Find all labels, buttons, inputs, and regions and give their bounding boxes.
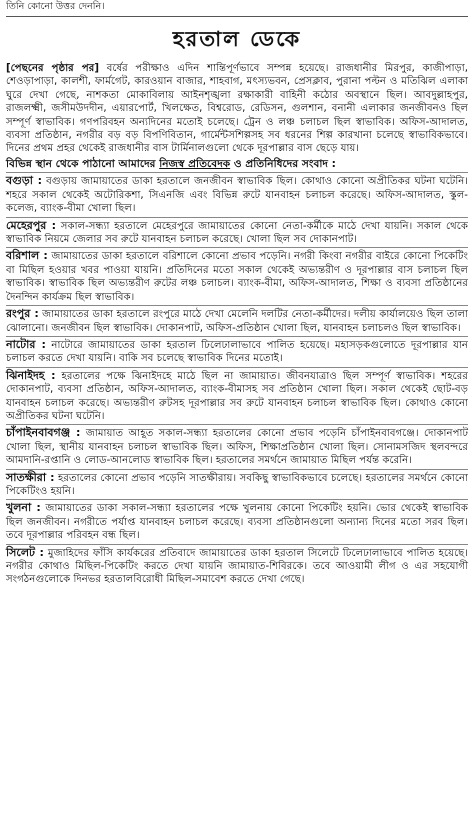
- reporters-emph: নিজস্ব প্রতিবেদক: [159, 157, 231, 170]
- region-text: বগুড়ায় জামায়াতের ডাকা হরতালে জনজীবন স্বাভাবিক ছিল। কোথাও কোনো অপ্রীতিকর ঘটনা ঘটেনি। শহরে সকাল থেকেই অটোরিকশা, সিএনজি এবং বিভিন্ন রুটে যানবাহন চলাচল করেছে। অফিস-আদালত, স্কুল-কলেজ, ব্যাংক-বীমা খোলা ছিল।: [6, 176, 468, 215]
- reporters-after: ও প্রতিনিধিদের সংবাদ :: [230, 157, 336, 170]
- region-name: নাটোর :: [6, 337, 46, 351]
- region-name: ঝিনাইদহ :: [6, 368, 56, 382]
- region-name: চাঁপাইনবাবগঞ্জ :: [6, 426, 81, 440]
- region-sylhet: [6, 544, 468, 587]
- region-text: জামায়াতের ডাকা হরতালে রংপুরে মাঠে দেখা মেলেনি দলটির নেতা-কর্মীদের। দলীয় কার্যালয়েও ছিল তালা ঝোলানো। জনজীবন ছিল স্বাভাবিক। দোকানপাট, অফিস-প্রতিষ্ঠান খোলা ছিল, যানবাহন চলাচলও ছিল স্বাভাবিক।: [6, 309, 468, 334]
- region-name: খুলনা :: [6, 501, 41, 515]
- region-text: সকাল-সন্ধ্যা হরতালে মেহেরপুরে জামায়াতের কোনো নেতা-কর্মীকে মাঠে দেখা যায়নি। সকাল থেকে স্বাভাবিক নিয়মে জেলার সব রুটে যানবাহন চলাচল করেছে। খোলা ছিল সব দোকানপাট।: [6, 220, 468, 246]
- region-text: জামায়াত আহূত সকাল-সন্ধ্যা হরতালের কোনো প্রভাব পড়েনি চাঁপাইনবাবগঞ্জে। দোকানপাট খোলা ছিল, স্থানীয় যানবাহন চলাচল স্বাভাবিক ছিল। অফিস, শিক্ষাপ্রতিষ্ঠান খোলা ছিল। সোনামসজিদ স্থলবন্দরে আমদানি-রপ্তানি ও লোড-আনলোড স্বাভাবিক ছিল। হরতালের সমর্থনে জামায়াত মিছিল পর্যন্ত করেনি।: [6, 428, 469, 467]
- region-name: বরিশাল :: [6, 249, 48, 263]
- region-text: হরতালের পক্ষে ঝিনাইদহে মাঠে ছিল না জামায়াত। জীবনযাত্রাও ছিল সম্পূর্ণ স্বাভাবিক। শহরের দোকানপাট, ব্যবসা প্রতিষ্ঠান, অফিস-আদালত, ব্যাংক-বীমাসহ সব প্রতিষ্ঠান খোলা ছিল। সকাল থেকেই ছোট-বড় যানবাহন চলাচল করেছে। অভ্যন্তরীণ রুটসহ দূরপাল্লার সব রুটে যানবাহন চলাচল স্বাভাবিক ছিল। কোথাও কোনো অপ্রীতিকর ঘটনা ঘটেনি।: [6, 370, 468, 422]
- region-text: জামায়াতের ডাকা হরতালে বরিশালে কোনো প্রভাব পড়েনি। নগরী কিংবা নগরীর বাইরে কোনো পিকেটিং বা মিছিল হওয়ার খবর পাওয়া যায়নি। প্রতিদিনের মতো সকাল থেকেই অভ্যন্তরীণ ও দূরপাল্লার বাস চলাচল ছিল স্বাভাবিক। স্বাভাবিক ছিল অভ্যন্তরীণ রুটের লঞ্চ চলাচল। ব্যাংক-বীমা, অফিস-আদালত, শিক্ষা ও ব্যবসা প্রতিষ্ঠানের দৈনন্দিন কার্যক্রম ছিল স্বাভাবিক।: [6, 251, 468, 303]
- region-text: জামায়াতের ডাকা সকাল-সন্ধ্যা হরতালের পক্ষে খুলনায় কোনো পিকেটিং হয়নি। ভোর থেকেই স্বাভাবিক ছিল জনজীবন। নগরীতে পর্যাপ্ত যানবাহন চলাচল করেছে। ব্যবসা প্রতিষ্ঠানগুলো অন্যান্য দিনের মতো সরব ছিল। তবে দূরপাল্লার পরিবহন বন্ধ ছিল।: [6, 503, 468, 542]
- region-name: সাতক্ষীরা :: [6, 470, 55, 484]
- region-meherpur: [6, 217, 468, 247]
- region-khulna: [6, 499, 468, 542]
- region-chapainawabganj: [6, 424, 468, 467]
- reporters-line: [6, 158, 468, 172]
- region-natore: [6, 336, 468, 366]
- region-text: হরতালের কোনো প্রভাব পড়েনি সাতক্ষীরায়। সবকিছু স্বাভাবিকভাবে চলেছে। হরতালের সমর্থনে কোনো পিকেটিংও হয়নি।: [6, 472, 468, 497]
- previous-article-tail: তিনি কোনো উত্তর দেননি।: [6, 0, 468, 17]
- region-barishal: [6, 247, 468, 304]
- region-jhenaidah: [6, 367, 468, 424]
- reporters-before: বিভিন্ন স্থান থেকে পাঠানো আমাদের: [6, 157, 160, 170]
- intro-body: বর্ষের পরীক্ষাও এদিন শান্তিপূর্ণভাবে সম্পন্ন হয়েছে। রাজধানীর মিরপুর, কাজীপাড়া, শেওড়াপাড়া, কালশী, ফার্মগেট, কারওয়ান বাজার, শাহবাগ, মৎস্যভবন, প্রেসক্লাব, পুরানা পল্টন ও মতিঝিল এলাকা ঘুরে দেখা গেছে, নাশকতা মোকাবিলায় আইনশৃঙ্খলা রক্ষাকারী বাহিনী কঠোর অবস্থানে ছিল। আবদুল্লাহপুর, রাজলক্ষ্মী, জসীমউদদীন, এয়ারপোর্ট, খিলক্ষেত, বিশ্বরোড, রেডিসন, গুলশান, বনানী এলাকার জনজীবনও ছিল সম্পূর্ণ স্বাভাবিক। গণপরিবহন অন্যদিনের মতোই চলেছে। ট্রেন ও লঞ্চ চলাচল ছিল স্বাভাবিক। অফিস-আদালত, ব্যবসা প্রতিষ্ঠান, নগরীর বড় বড় বিপণিবিতান, গার্মেন্টসশিল্পসহ সব ধরনের শিল্প কারখানা চলেছে স্বাভাবিকভাবে। দিনের প্রথম প্রহর থেকেই রাজধানীর বাস টার্মিনালগুলো থেকে দূরপাল্লার বাস ছেড়ে যায়।: [6, 63, 468, 155]
- region-name: রংপুর :: [6, 307, 39, 321]
- headline: হরতাল ডেকে: [172, 26, 302, 51]
- region-name: মেহেরপুর :: [6, 218, 57, 232]
- region-rangpur: [6, 305, 468, 335]
- region-text: নাটোরে জামায়াতের ডাকা হরতাল ঢিলেঢালাভাবে পালিত হয়েছে। মহাসড়কগুলোতে দূরপাল্লার যান চলাচল করতে দেখা যায়নি। বাকি সব চলেছে স্বাভাবিক দিনের মতোই।: [6, 339, 469, 365]
- intro-paragraph: [6, 62, 468, 156]
- continuation-marker: [পেছনের পৃষ্ঠার পর]: [6, 63, 99, 74]
- region-name: বগুড়া :: [6, 174, 42, 188]
- region-name: সিলেট :: [6, 545, 44, 559]
- region-satkhira: [6, 469, 468, 499]
- region-text: মুজাহিদের ফাঁসি কার্যকরের প্রতিবাদে জামায়াতের ডাকা হরতাল সিলেটে ঢিলেঢালাভাবে পালিত হয়েছে। নগরীর কোথাও মিছিল-পিকেটিং করতে দেখা যায়নি জামায়াত-শিবিরকে। তবে আওয়ামী লীগ ও এর সহযোগী সংগঠনগুলোকে দিনভর হরতালবিরোধী মিছিল-সমাবেশ করতে দেখা গেছে।: [6, 547, 468, 586]
- region-bogura: [6, 172, 468, 215]
